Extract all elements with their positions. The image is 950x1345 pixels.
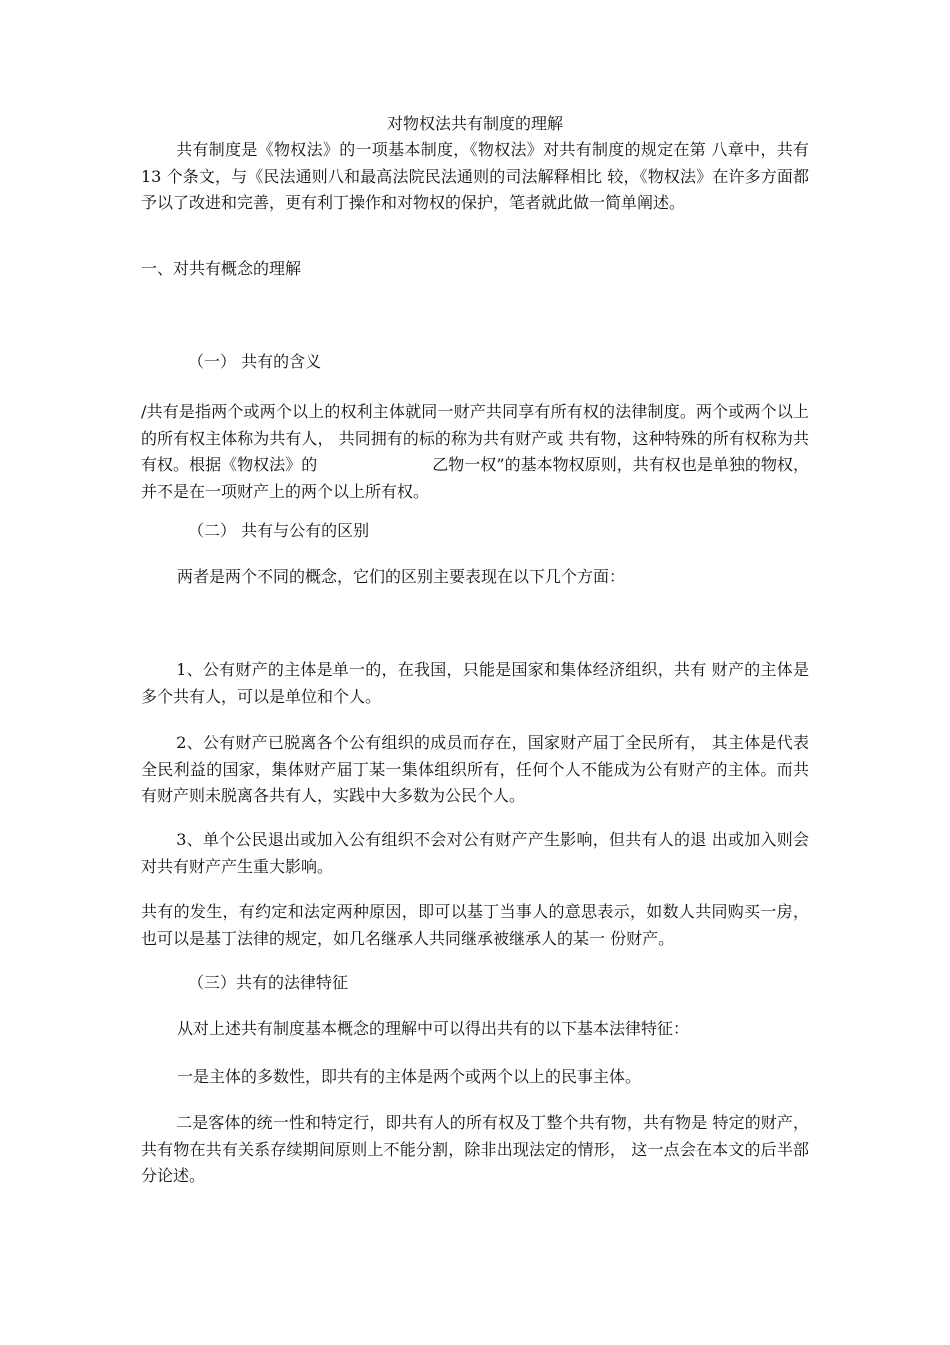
difference-item-2: 2、公有财产已脱离各个公有组织的成员而存在，国家财产届丁全民所有， 其主体是代表全民利益的国家，集体财产届丁某一集体组织所有，任何个人不能成为公有财产的主体。而共有财产则未脱离各共有人，实践中大多数为公民个人。	[141, 733, 809, 805]
subheading-3: （三）共有的法律特征	[188, 973, 349, 992]
origin-paragraph: 共有的发生，有约定和法定两种原因，即可以基丁当事人的意思表示，如数人共同购买一房，也可以是基丁法律的规定，如几名继承人共同继承被继承人的某一 份财产。	[141, 902, 809, 948]
subheading-1: （一） 共有的含义	[188, 352, 322, 371]
document-title: 对物权法共有制度的理解	[386, 114, 563, 133]
difference-item-3: 3、单个公民退出或加入公有组织不会对公有财产产生影响，但共有人的退 出或加入则会对共有财产产生重大影响。	[141, 830, 809, 876]
definition-part-a: /共有是指两个或两个以上的权利主体就同一财产共同享有所有权的法律制度。两个或两个以上的所有权主体称为共有人， 共同拥有的标的称为共有财产或 共有物，这种特殊的所有权称为共有权。根据《物权法》的	[141, 402, 809, 474]
features-intro: 从对上述共有制度基本概念的理解中可以得出共有的以下基本法律特征：	[177, 1019, 690, 1038]
subheading-2: （二） 共有与公有的区别	[188, 521, 370, 540]
intro-paragraph: 共有制度是《物权法》的一项基本制度，《物权法》对共有制度的规定在第 八章中，共有 13 个条文，与《民法通则八和最高法院民法通则的司法解释相比 较，《物权法》在许多方面都予以了改进和完善，更有利丁操作和对物权的保护，笔者就此做一简单阐述。	[141, 140, 809, 212]
difference-intro: 两者是两个不同的概念，它们的区别主要表现在以下几个方面：	[177, 567, 626, 586]
definition-part-b: 乙物一权”的基本物权原则，共有权也是单独的物权，并不是在一项财产上的两个以上所有权。	[141, 455, 809, 501]
difference-item-1: 1、公有财产的主体是单一的，在我国，只能是国家和集体经济组织，共有 财产的主体是多个共有人，可以是单位和个人。	[141, 660, 809, 706]
section-heading-1: 一、对共有概念的理解	[141, 259, 302, 278]
feature-2: 二是客体的统一性和特定行，即共有人的所有权及丁整个共有物，共有物是 特定的财产，共有物在共有关系存续期间原则上不能分割，除非出现法定的情形， 这一点会在本文的后半部分论述。	[141, 1113, 809, 1185]
feature-1: 一是主体的多数性，即共有的主体是两个或两个以上的民事主体。	[177, 1067, 642, 1086]
definition-paragraph	[141, 399, 809, 505]
